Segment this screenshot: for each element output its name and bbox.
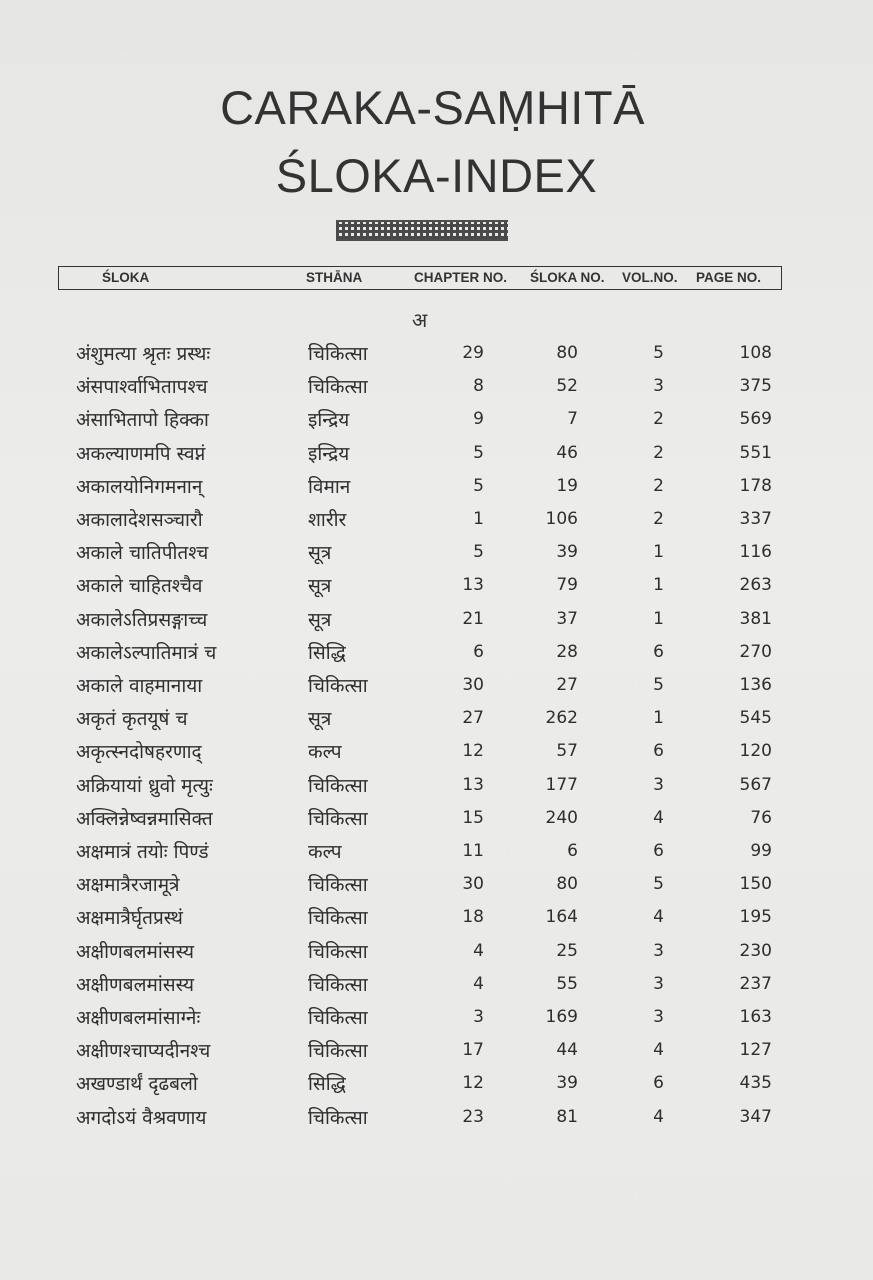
vol-cell: 3: [653, 940, 664, 961]
table-row: [0, 473, 873, 503]
sloka-no-cell: 80: [556, 874, 578, 895]
sloka-no-cell: 164: [545, 907, 578, 928]
table-row: [0, 904, 873, 934]
vol-cell: 2: [653, 409, 664, 430]
sthana-cell: चिकित्सा: [308, 774, 368, 797]
sthana-cell: सूत्र: [308, 575, 332, 598]
sloka-no-cell: 7: [567, 409, 578, 430]
table-row: [0, 406, 873, 436]
sloka-cell: अकालयोनिगमनान्: [76, 475, 203, 498]
column-header-page: PAGE NO.: [696, 270, 762, 285]
vol-cell: 1: [653, 575, 664, 596]
chapter-cell: 30: [462, 874, 484, 895]
table-row: [0, 938, 873, 968]
page-cell: 127: [739, 1040, 772, 1061]
page-title: CARAKA-SAṂHITĀ: [220, 81, 645, 134]
sthana-cell: चिकित्सा: [308, 973, 368, 996]
sloka-cell: अकृत्स्नदोषहरणाद्: [76, 741, 202, 764]
table-row: [0, 340, 873, 370]
table-row: [0, 672, 873, 702]
sloka-no-cell: 57: [556, 741, 578, 762]
sloka-cell: अकालेऽतिप्रसङ्गाच्च: [76, 608, 208, 631]
table-row: [0, 1070, 873, 1100]
vol-cell: 4: [653, 907, 664, 928]
page-cell: 545: [739, 708, 772, 729]
sthana-cell: चिकित्सा: [308, 874, 368, 897]
chapter-cell: 8: [473, 376, 484, 397]
sthana-cell: चिकित्सा: [308, 675, 368, 697]
sthana-cell: सूत्र: [308, 542, 332, 565]
sthana-cell: इन्द्रिय: [308, 442, 350, 465]
vol-cell: 6: [653, 841, 664, 861]
vol-cell: 2: [653, 442, 664, 463]
sthana-cell: कल्प: [308, 841, 342, 863]
chapter-cell: 17: [462, 1040, 484, 1061]
page-cell: 136: [739, 675, 772, 695]
chapter-cell: 4: [473, 940, 484, 961]
page-cell: 347: [739, 1106, 772, 1127]
column-header-sloka-no: ŚLOKA NO.: [530, 270, 605, 285]
sthana-cell: चिकित्सा: [308, 1040, 368, 1063]
sloka-cell: अकृतं कृतयूषं च: [76, 708, 188, 731]
table-row: [0, 572, 873, 602]
sthana-cell: चिकित्सा: [308, 1007, 368, 1029]
vol-cell: 1: [653, 608, 664, 629]
sloka-cell: अकालादेशसञ्चारौ: [76, 509, 203, 531]
sloka-cell: अक्षीणश्चाप्यदीनश्च: [76, 1040, 211, 1063]
vol-cell: 2: [653, 509, 664, 529]
vol-cell: 3: [653, 376, 664, 397]
sloka-no-cell: 27: [556, 675, 578, 695]
column-header-chapter: CHAPTER NO.: [414, 270, 508, 285]
column-header-sthana: STHĀNA: [306, 270, 363, 285]
page-cell: 270: [739, 641, 772, 662]
sthana-cell: चिकित्सा: [308, 940, 368, 963]
page-cell: 567: [739, 774, 772, 795]
vol-cell: 5: [653, 874, 664, 895]
sloka-no-cell: 177: [545, 774, 578, 795]
column-header-sloka: ŚLOKA: [102, 270, 150, 285]
sloka-cell: अखण्डार्थं दृढबलो: [76, 1073, 198, 1096]
sloka-no-cell: 6: [567, 841, 578, 861]
sloka-no-cell: 28: [556, 641, 578, 662]
sloka-no-cell: 46: [556, 442, 578, 463]
sthana-cell: चिकित्सा: [308, 807, 368, 830]
table-row: [0, 1004, 873, 1034]
vol-cell: 3: [653, 1007, 664, 1027]
sloka-no-cell: 106: [545, 509, 578, 529]
page-cell: 551: [739, 442, 772, 463]
table-row: [0, 838, 873, 868]
chapter-cell: 18: [462, 907, 484, 928]
sthana-cell: सूत्र: [308, 608, 332, 631]
table-row: [0, 705, 873, 735]
chapter-cell: 6: [473, 641, 484, 662]
page-cell: 120: [739, 741, 772, 762]
sloka-cell: अक्लिन्नेष्वन्नमासिक्त: [76, 807, 213, 830]
sloka-cell: अकाले चातिपीतश्च: [76, 542, 209, 565]
vol-cell: 1: [653, 542, 664, 563]
sloka-no-cell: 79: [556, 575, 578, 596]
chapter-cell: 5: [473, 542, 484, 563]
chapter-cell: 9: [473, 409, 484, 430]
page-cell: 263: [739, 575, 772, 596]
sloka-no-cell: 169: [545, 1007, 578, 1027]
sloka-no-cell: 81: [556, 1106, 578, 1127]
sthana-cell: इन्द्रिय: [308, 409, 350, 432]
page-cell: 337: [739, 509, 772, 529]
vol-cell: 5: [653, 675, 664, 695]
sthana-cell: चिकित्सा: [308, 343, 368, 365]
vol-cell: 4: [653, 1106, 664, 1127]
sloka-cell: अक्षीणबलमांसस्य: [76, 940, 195, 963]
sthana-cell: चिकित्सा: [308, 907, 368, 930]
vol-cell: 2: [653, 475, 664, 496]
vol-cell: 1: [653, 708, 664, 729]
table-row: [0, 971, 873, 1001]
chapter-cell: 15: [462, 807, 484, 828]
chapter-cell: 5: [473, 442, 484, 463]
vol-cell: 4: [653, 1040, 664, 1061]
table-row: [0, 506, 873, 536]
vol-cell: 4: [653, 807, 664, 828]
vol-cell: 3: [653, 973, 664, 994]
sloka-cell: अंसाभितापो हिक्का: [76, 409, 209, 432]
chapter-cell: 13: [462, 575, 484, 596]
page-cell: 230: [739, 940, 772, 961]
page-cell: 116: [739, 542, 772, 563]
page-cell: 375: [739, 376, 772, 397]
table-row: [0, 606, 873, 636]
chapter-cell: 30: [462, 675, 484, 695]
page-cell: 178: [739, 475, 772, 496]
sloka-cell: अक्षीणबलमांसस्य: [76, 973, 195, 996]
chapter-cell: 12: [462, 1073, 484, 1094]
sloka-cell: अक्षीणबलमांसाग्नेः: [76, 1007, 201, 1029]
sloka-no-cell: 44: [556, 1040, 578, 1061]
vol-cell: 6: [653, 1073, 664, 1094]
sloka-cell: अक्षमात्रं तयोः पिण्डं: [76, 841, 209, 863]
sloka-no-cell: 19: [556, 475, 578, 496]
decorative-ornament: [336, 220, 508, 241]
sloka-no-cell: 52: [556, 376, 578, 397]
sloka-cell: अक्रियायां ध्रुवो मृत्युः: [76, 774, 213, 797]
chapter-cell: 5: [473, 475, 484, 496]
chapter-cell: 23: [462, 1106, 484, 1127]
vol-cell: 6: [653, 741, 664, 762]
sthana-cell: चिकित्सा: [308, 376, 368, 399]
page-cell: 569: [739, 409, 772, 430]
table-row: [0, 772, 873, 802]
page-cell: 108: [739, 343, 772, 363]
sloka-cell: अंशुमत्या श्रृतः प्रस्थः: [76, 343, 211, 365]
table-row: [0, 440, 873, 470]
chapter-cell: 21: [462, 608, 484, 629]
table-row: [0, 805, 873, 835]
sthana-cell: कल्प: [308, 741, 342, 764]
sloka-no-cell: 25: [556, 940, 578, 961]
page-cell: 435: [739, 1073, 772, 1094]
sloka-no-cell: 39: [556, 1073, 578, 1094]
sloka-cell: अकल्याणमपि स्वप्नं: [76, 442, 206, 465]
sloka-cell: अक्षमात्रैर्घृतप्रस्थं: [76, 907, 183, 930]
chapter-cell: 3: [473, 1007, 484, 1027]
chapter-cell: 11: [462, 841, 484, 861]
chapter-cell: 27: [462, 708, 484, 729]
sloka-cell: अक्षमात्रैरजामूत्रे: [76, 874, 180, 897]
page-cell: 76: [750, 807, 772, 828]
sthana-cell: सिद्धि: [308, 641, 346, 664]
sloka-cell: अकाले चाहितश्चैव: [76, 575, 203, 598]
page-cell: 163: [739, 1007, 772, 1027]
table-row: [0, 1037, 873, 1067]
chapter-cell: 13: [462, 774, 484, 795]
sloka-no-cell: 262: [545, 708, 578, 729]
sloka-no-cell: 39: [556, 542, 578, 563]
vol-cell: 3: [653, 774, 664, 795]
sloka-no-cell: 55: [556, 973, 578, 994]
table-row: [0, 639, 873, 669]
section-letter: अ: [412, 308, 428, 332]
page-cell: 99: [750, 841, 772, 861]
sloka-no-cell: 80: [556, 343, 578, 363]
chapter-cell: 1: [473, 509, 484, 529]
sloka-cell: अगदोऽयं वैश्रवणाय: [76, 1106, 207, 1129]
sloka-cell: अंसपार्श्वाभितापश्च: [76, 376, 208, 399]
sloka-cell: अकालेऽल्पातिमात्रं च: [76, 641, 217, 664]
column-header-vol: VOL.NO.: [622, 270, 678, 285]
table-row: [0, 539, 873, 569]
table-row: [0, 1104, 873, 1134]
chapter-cell: 29: [462, 343, 484, 363]
page-cell: 237: [739, 973, 772, 994]
table-row: [0, 738, 873, 768]
sthana-cell: चिकित्सा: [308, 1106, 368, 1129]
sloka-no-cell: 240: [545, 807, 578, 828]
sthana-cell: विमान: [308, 475, 351, 498]
sthana-cell: शारीर: [308, 509, 347, 531]
chapter-cell: 12: [462, 741, 484, 762]
chapter-cell: 4: [473, 973, 484, 994]
table-row: [0, 871, 873, 901]
page-cell: 381: [739, 608, 772, 629]
vol-cell: 6: [653, 641, 664, 662]
table-row: [0, 373, 873, 403]
sloka-cell: अकाले वाहमानाया: [76, 675, 203, 697]
sthana-cell: सिद्धि: [308, 1073, 346, 1096]
page-subtitle: ŚLOKA-INDEX: [275, 149, 598, 202]
vol-cell: 5: [653, 343, 664, 363]
sthana-cell: सूत्र: [308, 708, 332, 731]
page-cell: 150: [739, 874, 772, 895]
page-cell: 195: [739, 907, 772, 928]
sloka-no-cell: 37: [556, 608, 578, 629]
